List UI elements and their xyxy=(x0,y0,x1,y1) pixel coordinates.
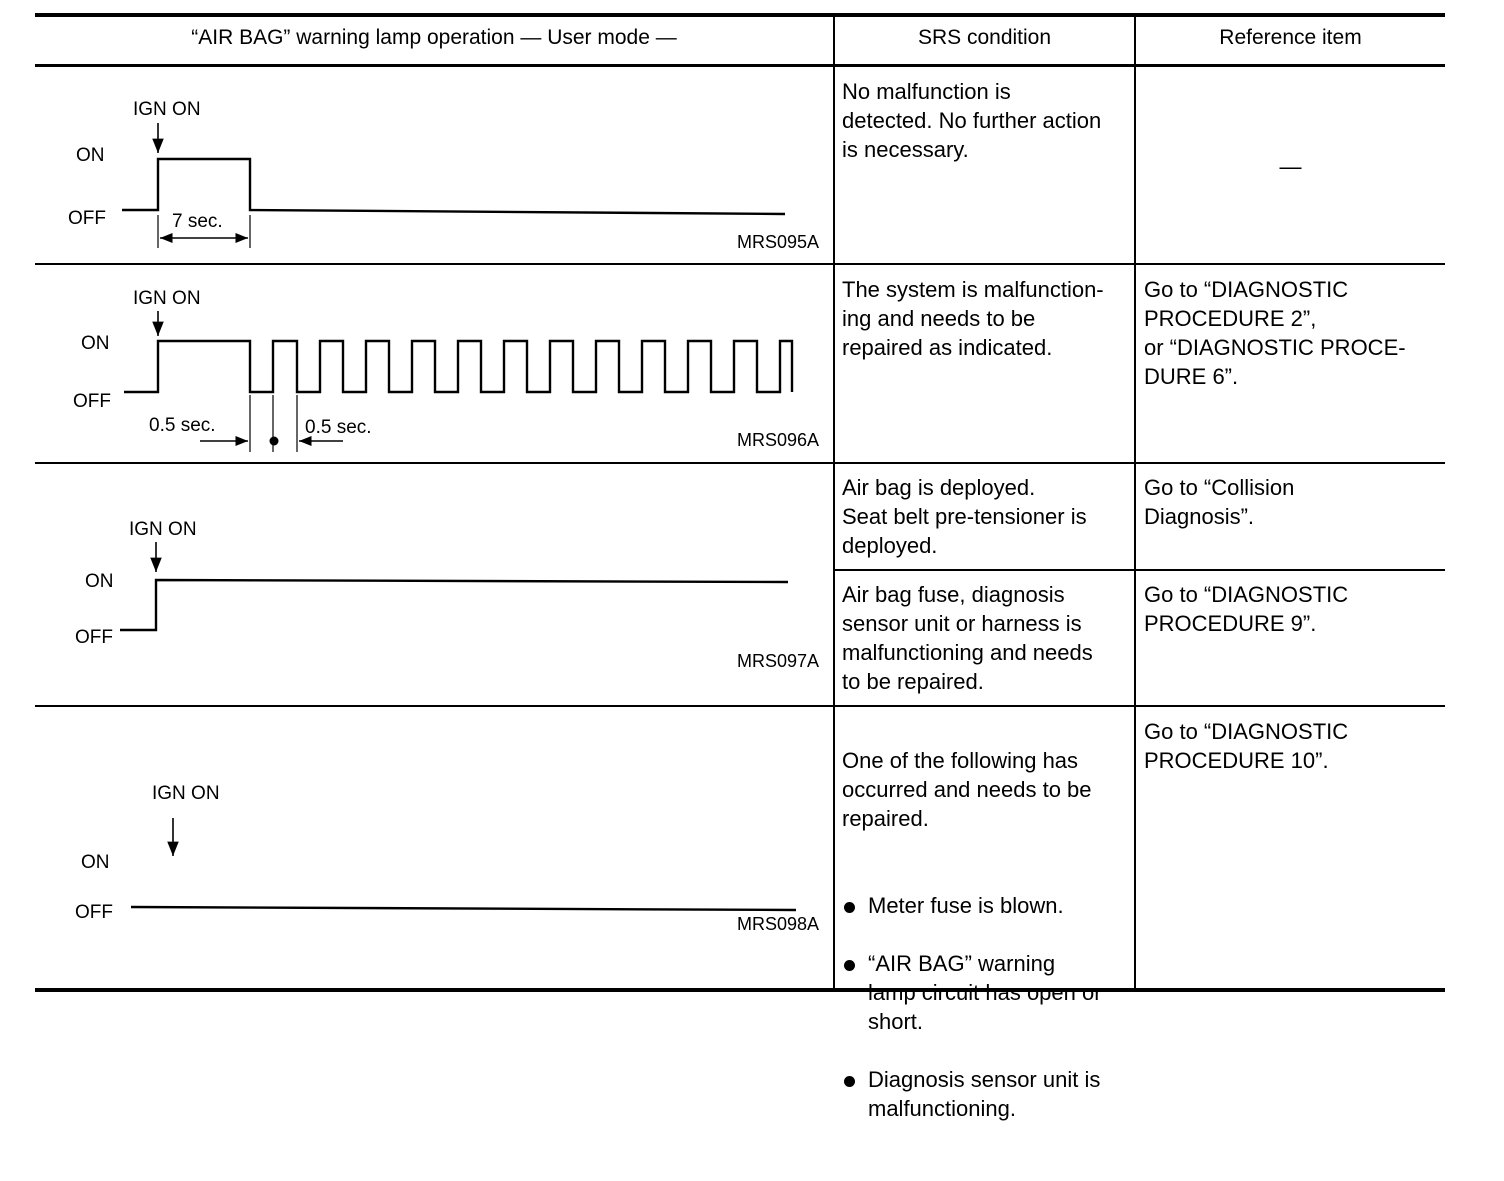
list-item: Diagnosis sensor unit is malfunctioning. xyxy=(842,1065,1132,1123)
figure-code: MRS095A xyxy=(737,232,820,252)
interval-label-a: 0.5 sec. xyxy=(149,415,216,436)
header-operation: “AIR BAG” warning lamp operation — User mode — xyxy=(191,26,677,49)
lamp-signal-line xyxy=(122,159,785,214)
figure-code: MRS097A xyxy=(737,651,820,671)
on-label: ON xyxy=(76,145,105,166)
list-item: Meter fuse is blown. xyxy=(842,891,1132,920)
lamp-signal-line xyxy=(131,907,796,910)
figure-code: MRS096A xyxy=(737,430,820,450)
ign-on-label: IGN ON xyxy=(129,519,197,540)
header-reference-item: Reference item xyxy=(1219,26,1362,49)
lamp-signal-line xyxy=(124,341,792,392)
on-label: ON xyxy=(81,333,110,354)
duration-label: 7 sec. xyxy=(172,211,223,232)
waveform-row-4 xyxy=(75,783,819,934)
waveform-row-2 xyxy=(73,288,819,452)
header-srs-condition: SRS condition xyxy=(917,26,1052,49)
row-3b-condition: Air bag fuse, diagnosis sensor unit or harness is malfunctioning and needs to be repaired. xyxy=(842,582,1093,694)
list-item: “AIR BAG” warning lamp circuit has open or short. xyxy=(842,949,1132,1036)
figure-code: MRS098A xyxy=(737,914,820,934)
ign-on-label: IGN ON xyxy=(133,288,201,309)
row-2-condition: The system is malfunction- ing and needs to be repaired as indicated. xyxy=(842,277,1104,360)
off-label: OFF xyxy=(75,627,113,648)
row-4-condition-list xyxy=(842,862,1132,1152)
ign-on-label: IGN ON xyxy=(152,783,220,804)
on-label: ON xyxy=(85,571,114,592)
row-3b-reference: Go to “DIAGNOSTIC PROCEDURE 9”. xyxy=(1144,582,1349,636)
row-4-reference: Go to “DIAGNOSTIC PROCEDURE 10”. xyxy=(1144,719,1349,773)
interval-label-b: 0.5 sec. xyxy=(305,417,372,438)
off-label: OFF xyxy=(68,208,106,229)
row-2-reference: Go to “DIAGNOSTIC PROCEDURE 2”, or “DIAGNOSTIC PROCE- DURE 6”. xyxy=(1144,277,1406,389)
row-1-condition: No malfunction is detected. No further action is necessary. xyxy=(842,79,1102,162)
row-4-condition xyxy=(842,717,1132,1181)
lamp-signal-line xyxy=(120,580,788,630)
bullet-icon xyxy=(844,1076,855,1087)
row-4-condition-intro: One of the following has occurred and needs to be repaired. xyxy=(842,748,1092,831)
waveform-row-3 xyxy=(75,519,819,671)
waveform-row-1 xyxy=(68,99,819,252)
off-label: OFF xyxy=(73,391,111,412)
interval-dot-icon xyxy=(270,437,279,446)
bullet-icon xyxy=(844,902,855,913)
off-label: OFF xyxy=(75,902,113,923)
on-label: ON xyxy=(81,852,110,873)
row-1-reference: — xyxy=(1279,154,1302,179)
row-3a-reference: Go to “Collision Diagnosis”. xyxy=(1144,475,1295,529)
ign-on-label: IGN ON xyxy=(133,99,201,120)
row-3a-condition: Air bag is deployed. Seat belt pre-tensioner is deployed. xyxy=(842,475,1087,558)
bullet-icon xyxy=(844,960,855,971)
